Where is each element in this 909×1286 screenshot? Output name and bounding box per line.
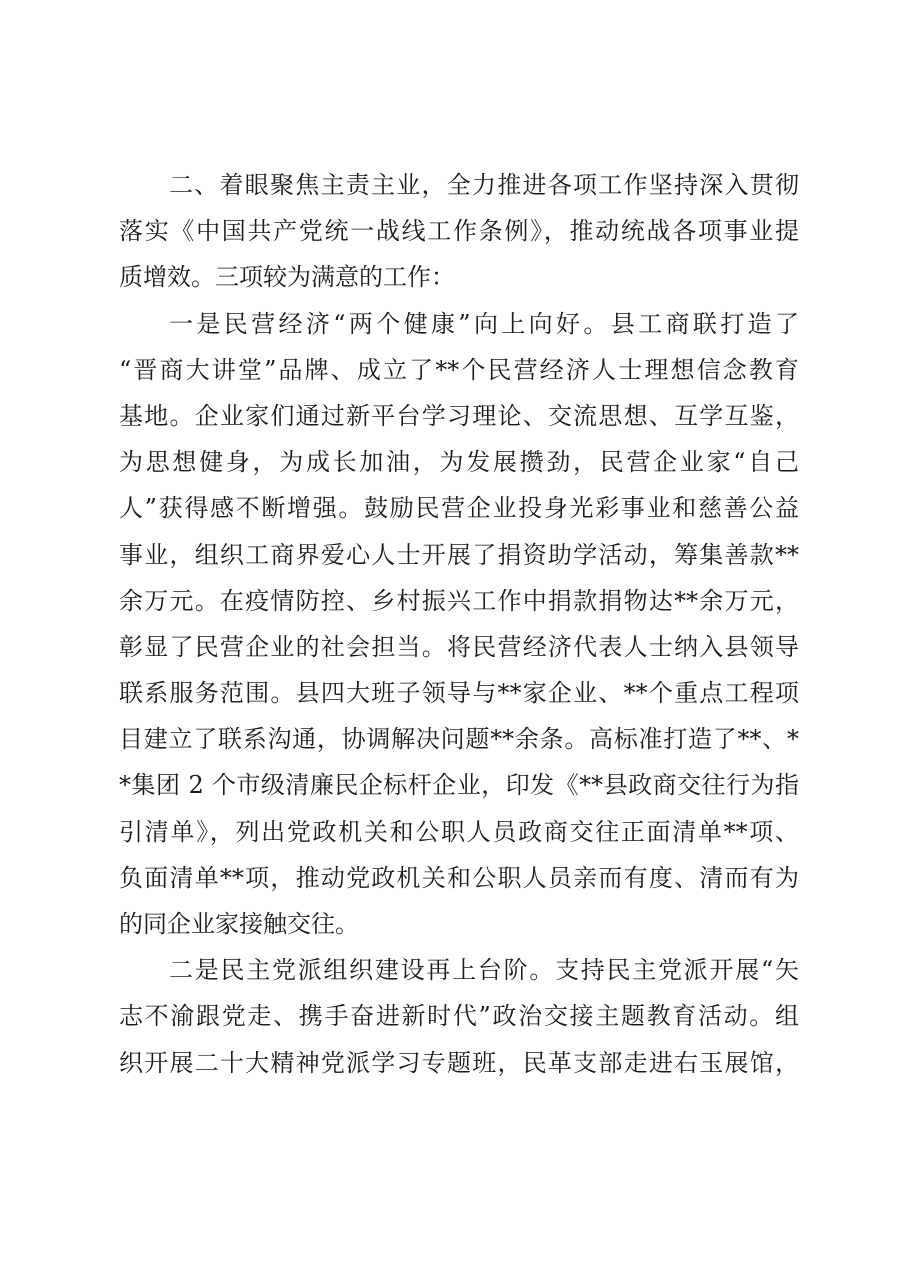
paragraph-2-line-13: 负面清单**项，推动党政机关和公职人员亲而有度、清而有为	[119, 863, 799, 892]
paragraph-3-line-2: 志不渝跟党走、携手奋进新时代”政治交接主题教育活动。组	[119, 1002, 799, 1031]
paragraph-2-line-10: 目建立了联系沟通，协调解决问题**余条。高标准打造了**、*	[119, 725, 799, 754]
paragraph-2-line-6: 事业，组织工商界爱心人士开展了捐资助学活动，筹集善款**	[119, 540, 799, 569]
paragraph-1-line-1: 二、着眼聚焦主责主业，全力推进各项工作坚持深入贯彻	[169, 171, 799, 199]
document-body	[119, 162, 799, 1086]
paragraph-2-line-1: 一是民营经济“两个健康”向上向好。县工商联打造了	[169, 309, 799, 338]
paragraph-2-line-8: 彰显了民营企业的社会担当。将民营经济代表人士纳入县领导	[119, 632, 799, 661]
paragraph-2-line-4: 为思想健身，为成长加油，为发展攒劲，民营企业家“自己	[119, 448, 799, 477]
paragraph-2-line-9: 联系服务范围。县四大班子领导与**家企业、**个重点工程项	[119, 679, 799, 708]
paragraph-2-line-7: 余万元。在疫情防控、乡村振兴工作中捐款捐物达**余万元，	[119, 586, 799, 615]
paragraph-2-line-3: 基地。企业家们通过新平台学习理论、交流思想、互学互鉴，	[119, 401, 799, 430]
paragraph-2-line-12: 引清单》，列出党政机关和公职人员政商交往正面清单**项、	[119, 817, 799, 846]
paragraph-2-line-2: “晋商大讲堂”品牌、成立了**个民营经济人士理想信念教育	[119, 355, 799, 384]
paragraph-3-line-1: 二是民主党派组织建设再上台阶。支持民主党派开展“矢	[169, 956, 799, 985]
paragraph-3-line-3: 织开展二十大精神党派学习专题班，民革支部走进右玉展馆，	[119, 1048, 799, 1077]
paragraph-1-line-2: 落实《中国共产党统一战线工作条例》，推动统战各项事业提	[119, 217, 799, 246]
paragraph-1-line-3: 质增效。三项较为满意的工作：	[119, 263, 455, 292]
paragraph-2-line-14: 的同企业家接触交往。	[119, 910, 359, 938]
paragraph-2-line-5: 人”获得感不断增强。鼓励民营企业投身光彩事业和慈善公益	[119, 494, 799, 523]
paragraph-2-line-11: *集团 2 个市级清廉民企标杆企业，印发《**县政商交往行为指	[119, 771, 799, 800]
